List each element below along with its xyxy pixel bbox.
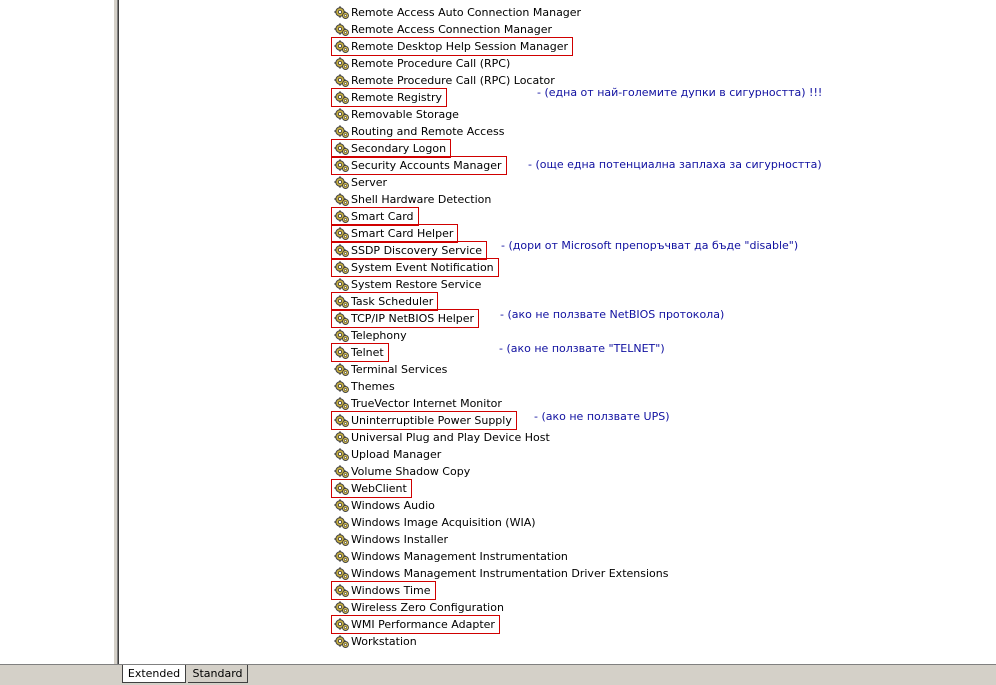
service-gear-icon — [334, 396, 350, 411]
highlight-box — [331, 581, 436, 600]
service-name: Routing and Remote Access — [351, 125, 505, 138]
note-netbios: - (ако не ползвате NetBIOS протокола) — [500, 308, 725, 321]
tab-standard-label: Standard — [192, 667, 243, 680]
service-name: Universal Plug and Play Device Host — [351, 431, 550, 444]
service-name: Server — [351, 176, 388, 189]
highlight-box — [331, 88, 447, 107]
service-gear-icon — [334, 175, 350, 190]
service-name: System Event Notification — [351, 261, 494, 274]
highlight-box — [331, 479, 412, 498]
service-name: Task Scheduler — [351, 295, 434, 308]
service-name: Wireless Zero Configuration — [351, 601, 504, 614]
service-gear-icon — [334, 447, 350, 462]
service-name: Windows Management Instrumentation — [351, 550, 568, 563]
service-name: Workstation — [351, 635, 417, 648]
service-name: Windows Audio — [351, 499, 435, 512]
service-name: SSDP Discovery Service — [351, 244, 483, 257]
note-security-accounts: - (още една потенциална заплаха за сигурността) — [528, 158, 822, 171]
service-gear-icon — [334, 498, 350, 513]
service-gear-icon — [334, 379, 350, 394]
service-gear-icon — [334, 549, 350, 564]
highlight-box — [331, 615, 500, 634]
service-name: Remote Access Connection Manager — [351, 23, 553, 36]
service-name: System Restore Service — [351, 278, 482, 291]
service-name: Remote Access Auto Connection Manager — [351, 6, 582, 19]
highlight-box — [331, 258, 499, 277]
service-gear-icon — [334, 600, 350, 615]
service-name: Smart Card Helper — [351, 227, 454, 240]
note-ups: - (ако не ползвате UPS) — [534, 410, 670, 423]
service-name: Smart Card — [351, 210, 414, 223]
service-gear-icon — [334, 22, 350, 37]
highlight-box — [331, 309, 479, 328]
highlight-box — [331, 156, 507, 175]
service-name: Secondary Logon — [351, 142, 447, 155]
view-tabbar — [0, 664, 996, 685]
service-name: WMI Performance Adapter — [351, 618, 495, 631]
service-gear-icon — [334, 124, 350, 139]
service-name: Security Accounts Manager — [351, 159, 502, 172]
service-gear-icon — [334, 56, 350, 71]
service-gear-icon — [334, 566, 350, 581]
service-name: Windows Installer — [351, 533, 449, 546]
service-name: Themes — [351, 380, 395, 393]
service-gear-icon — [334, 5, 350, 20]
service-name: Windows Management Instrumentation Driver Extensions — [351, 567, 669, 580]
service-gear-icon — [334, 430, 350, 445]
highlight-box — [331, 411, 517, 430]
highlight-box — [331, 37, 573, 56]
console-tree-pane — [0, 0, 114, 664]
service-name: Uninterruptible Power Supply — [351, 414, 512, 427]
service-name: TrueVector Internet Monitor — [351, 397, 502, 410]
service-gear-icon — [334, 107, 350, 122]
service-name: Telnet — [351, 346, 384, 359]
highlight-box — [331, 343, 389, 362]
service-name: Removable Storage — [351, 108, 459, 121]
service-name: Shell Hardware Detection — [351, 193, 492, 206]
service-name: Volume Shadow Copy — [351, 465, 471, 478]
tab-standard[interactable] — [188, 665, 248, 683]
service-name: TCP/IP NetBIOS Helper — [351, 312, 475, 325]
service-name: Windows Time — [351, 584, 431, 597]
service-name: Remote Registry — [351, 91, 442, 104]
tab-extended[interactable] — [122, 665, 186, 683]
service-name: Terminal Services — [351, 363, 448, 376]
service-gear-icon — [334, 73, 350, 88]
service-gear-icon — [334, 464, 350, 479]
note-ssdp: - (дори от Microsoft препоръчват да бъде "disable") — [501, 239, 799, 252]
service-name: Telephony — [351, 329, 407, 342]
service-name: Remote Desktop Help Session Manager — [351, 40, 569, 53]
service-name: Remote Procedure Call (RPC) Locator — [351, 74, 555, 87]
service-gear-icon — [334, 192, 350, 207]
service-name: WebClient — [351, 482, 407, 495]
service-name: Remote Procedure Call (RPC) — [351, 57, 511, 70]
service-gear-icon — [334, 277, 350, 292]
note-remote-registry: - (една от най-големите дупки в сигурността) !!! — [537, 86, 823, 99]
tab-extended-label: Extended — [127, 667, 181, 680]
service-gear-icon — [334, 634, 350, 649]
note-telnet: - (ако не ползвате "TELNET") — [499, 342, 665, 355]
service-gear-icon — [334, 515, 350, 530]
service-name: Upload Manager — [351, 448, 442, 461]
service-gear-icon — [334, 328, 350, 343]
service-name: Windows Image Acquisition (WIA) — [351, 516, 536, 529]
service-gear-icon — [334, 362, 350, 377]
service-gear-icon — [334, 532, 350, 547]
